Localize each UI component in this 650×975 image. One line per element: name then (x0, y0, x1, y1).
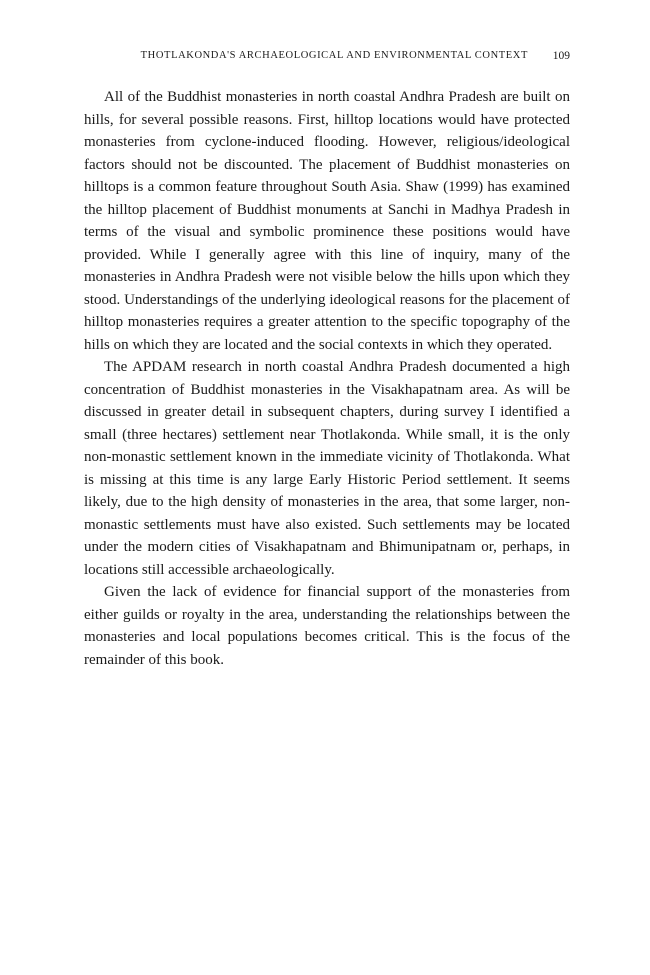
paragraph-3: Given the lack of evidence for financial support of the monasteries from either guilds or royalty in the area, understanding the relationships between the monasteries and local populations becomes critical. This is the focus of the remainder of this book. (84, 584, 570, 668)
page-number: 109 (552, 50, 570, 62)
body-text (84, 86, 570, 671)
paragraph-1: All of the Buddhist monasteries in north coastal Andhra Pradesh are built on hills, for several possible reasons. First, hilltop locations would have protected monasteries from cyclone-induced flooding. However, religious/ideological factors should not be discounted. The placement of Buddhist monasteries on hilltops is a common feature throughout South Asia. Shaw (1999) has examined the hilltop placement of Buddhist monuments at Sanchi in Madhya Pradesh in terms of the visual and symbolic prominence these positions would have provided. While I generally agree with this line of inquiry, many of the monasteries in Andhra Pradesh were not visible below the hills upon which they stood. Understandings of the underlying ideological reasons for the placement of hilltop monasteries requires a greater attention to the specific topography of the hills on which they are located and the social contexts in which they operated. (84, 89, 570, 353)
paragraph-2: The APDAM research in north coastal Andhra Pradesh documented a high concentration of Buddhist monasteries in the Visakhapatnam area. As will be discussed in greater detail in subsequent chapters, during survey I identified a small (three hectares) settlement near Thotlakonda. While small, it is the only non-monastic settlement known in the immediate vicinity of Thotlakonda. What is missing at this time is any large Early Historic Period settlement. It seems likely, due to the high density of monasteries in the area, that some larger, non-monastic settlements must have also existed. Such settlements may be located under the modern cities of Visakhapatnam and Bhimunipatnam or, perhaps, in locations still accessible archaeologically. (84, 359, 570, 578)
running-title: THOTLAKONDA'S ARCHAEOLOGICAL AND ENVIRONMENTAL CONTEXT (140, 50, 528, 61)
running-head (84, 50, 570, 70)
